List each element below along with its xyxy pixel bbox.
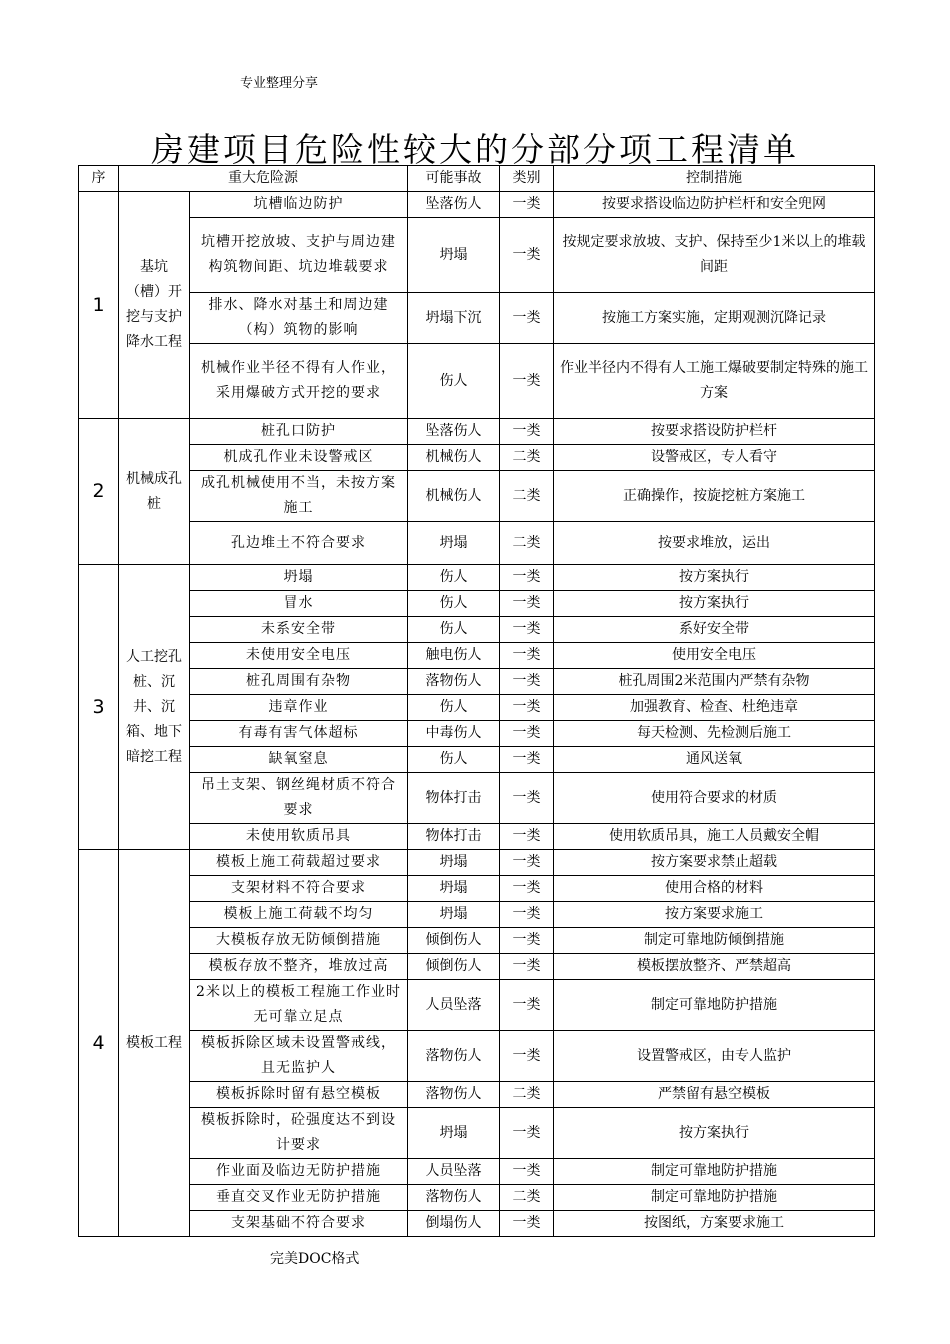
header-control-measure: 控制措施 [554, 166, 875, 192]
group-seq-cell: 2 [79, 419, 119, 565]
hazard-source-cell: 排水、降水对基土和周边建（构）筑物的影响 [190, 293, 408, 344]
accident-cell: 坍塌 [408, 876, 500, 902]
table-body [79, 192, 875, 1237]
header-class: 类别 [500, 166, 554, 192]
accident-cell: 伤人 [408, 565, 500, 591]
table-row [79, 954, 875, 980]
hazard-source-cell: 缺氧窒息 [190, 747, 408, 773]
hazard-source-cell: 模板上施工荷载超过要求 [190, 850, 408, 876]
group-category-cell: 基坑（槽）开挖与支护降水工程 [119, 192, 190, 419]
hazard-source-cell: 2米以上的模板工程施工作业时无可靠立足点 [190, 980, 408, 1031]
control-measure-cell: 按要求堆放，运出 [554, 522, 875, 565]
hazard-source-cell: 机械作业半径不得有人作业，采用爆破方式开挖的要求 [190, 344, 408, 419]
control-measure-cell: 按方案执行 [554, 1108, 875, 1159]
accident-cell: 伤人 [408, 695, 500, 721]
table-row [79, 565, 875, 591]
accident-cell: 坍塌下沉 [408, 293, 500, 344]
table-row [79, 293, 875, 344]
control-measure-cell: 通风送氧 [554, 747, 875, 773]
control-measure-cell: 制定可靠地防倾倒措施 [554, 928, 875, 954]
table-row [79, 192, 875, 218]
class-cell: 一类 [500, 1211, 554, 1237]
accident-cell: 触电伤人 [408, 643, 500, 669]
class-cell: 一类 [500, 773, 554, 824]
table-row [79, 669, 875, 695]
hazard-source-cell: 坑槽临边防护 [190, 192, 408, 218]
control-measure-cell: 按方案执行 [554, 591, 875, 617]
class-cell: 一类 [500, 419, 554, 445]
control-measure-cell: 使用合格的材料 [554, 876, 875, 902]
table-row [79, 824, 875, 850]
class-cell: 二类 [500, 471, 554, 522]
hazard-source-cell: 未使用软质吊具 [190, 824, 408, 850]
accident-cell: 坠落伤人 [408, 192, 500, 218]
class-cell: 一类 [500, 1159, 554, 1185]
control-measure-cell: 设置警戒区，由专人监护 [554, 1031, 875, 1082]
accident-cell: 伤人 [408, 591, 500, 617]
accident-cell: 伤人 [408, 344, 500, 419]
table-row [79, 617, 875, 643]
control-measure-cell: 按方案执行 [554, 565, 875, 591]
risk-table [78, 165, 875, 1237]
hazard-source-cell: 桩孔周围有杂物 [190, 669, 408, 695]
hazard-source-cell: 模板上施工荷载不均匀 [190, 902, 408, 928]
accident-cell: 倾倒伤人 [408, 954, 500, 980]
header-accident: 可能事故 [408, 166, 500, 192]
hazard-source-cell: 有毒有害气体超标 [190, 721, 408, 747]
hazard-source-cell: 桩孔口防护 [190, 419, 408, 445]
hazard-source-cell: 坍塌 [190, 565, 408, 591]
control-measure-cell: 使用符合要求的材质 [554, 773, 875, 824]
table-row [79, 471, 875, 522]
group-category-cell: 机械成孔桩 [119, 419, 190, 565]
hazard-source-cell: 坑槽开挖放坡、支护与周边建构筑物间距、坑边堆载要求 [190, 218, 408, 293]
hazard-source-cell: 违章作业 [190, 695, 408, 721]
hazard-source-cell: 未使用安全电压 [190, 643, 408, 669]
table-row [79, 928, 875, 954]
class-cell: 一类 [500, 192, 554, 218]
control-measure-cell: 按规定要求放坡、支护、保持至少1米以上的堆载间距 [554, 218, 875, 293]
class-cell: 一类 [500, 344, 554, 419]
hazard-source-cell: 支架材料不符合要求 [190, 876, 408, 902]
accident-cell: 伤人 [408, 617, 500, 643]
class-cell: 一类 [500, 293, 554, 344]
header-seq: 序 [79, 166, 119, 192]
control-measure-cell: 按施工方案实施，定期观测沉降记录 [554, 293, 875, 344]
accident-cell: 机械伤人 [408, 445, 500, 471]
class-cell: 一类 [500, 954, 554, 980]
table-row [79, 902, 875, 928]
table-row [79, 1031, 875, 1082]
table-header-row [79, 166, 875, 192]
hazard-source-cell: 成孔机械使用不当，未按方案施工 [190, 471, 408, 522]
table-row [79, 850, 875, 876]
group-seq-cell: 3 [79, 565, 119, 850]
hazard-source-cell: 吊土支架、钢丝绳材质不符合要求 [190, 773, 408, 824]
accident-cell: 中毒伤人 [408, 721, 500, 747]
hazard-source-cell: 支架基础不符合要求 [190, 1211, 408, 1237]
control-measure-cell: 严禁留有悬空模板 [554, 1082, 875, 1108]
table-row [79, 445, 875, 471]
table-row [79, 643, 875, 669]
class-cell: 一类 [500, 617, 554, 643]
control-measure-cell: 使用安全电压 [554, 643, 875, 669]
class-cell: 二类 [500, 522, 554, 565]
table-row [79, 1211, 875, 1237]
hazard-source-cell: 大模板存放无防倾倒措施 [190, 928, 408, 954]
hazard-source-cell: 冒水 [190, 591, 408, 617]
table-row [79, 591, 875, 617]
control-measure-cell: 每天检测、先检测后施工 [554, 721, 875, 747]
accident-cell: 坍塌 [408, 902, 500, 928]
class-cell: 一类 [500, 218, 554, 293]
class-cell: 一类 [500, 850, 554, 876]
control-measure-cell: 使用软质吊具，施工人员戴安全帽 [554, 824, 875, 850]
class-cell: 一类 [500, 1108, 554, 1159]
hazard-source-cell: 孔边堆土不符合要求 [190, 522, 408, 565]
accident-cell: 坍塌 [408, 522, 500, 565]
class-cell: 二类 [500, 1185, 554, 1211]
group-seq-cell: 1 [79, 192, 119, 419]
group-category-cell: 人工挖孔桩、沉井、沉箱、地下暗挖工程 [119, 565, 190, 850]
class-cell: 一类 [500, 824, 554, 850]
table-row [79, 773, 875, 824]
hazard-source-cell: 未系安全带 [190, 617, 408, 643]
control-measure-cell: 按方案要求禁止超载 [554, 850, 875, 876]
accident-cell: 坍塌 [408, 1108, 500, 1159]
class-cell: 一类 [500, 928, 554, 954]
class-cell: 一类 [500, 1031, 554, 1082]
control-measure-cell: 按要求搭设防护栏杆 [554, 419, 875, 445]
footer-note: 完美DOC格式 [270, 1251, 360, 1267]
accident-cell: 机械伤人 [408, 471, 500, 522]
class-cell: 一类 [500, 721, 554, 747]
class-cell: 一类 [500, 643, 554, 669]
group-category-cell: 模板工程 [119, 850, 190, 1237]
table-row [79, 876, 875, 902]
accident-cell: 倾倒伤人 [408, 928, 500, 954]
class-cell: 一类 [500, 591, 554, 617]
class-cell: 二类 [500, 1082, 554, 1108]
accident-cell: 坍塌 [408, 218, 500, 293]
table-row [79, 1185, 875, 1211]
table-row [79, 522, 875, 565]
control-measure-cell: 系好安全带 [554, 617, 875, 643]
accident-cell: 伤人 [408, 747, 500, 773]
hazard-source-cell: 模板拆除时留有悬空模板 [190, 1082, 408, 1108]
control-measure-cell: 正确操作，按旋挖桩方案施工 [554, 471, 875, 522]
table-row [79, 344, 875, 419]
class-cell: 一类 [500, 876, 554, 902]
accident-cell: 坠落伤人 [408, 419, 500, 445]
accident-cell: 倒塌伤人 [408, 1211, 500, 1237]
table-row [79, 1082, 875, 1108]
table-row [79, 419, 875, 445]
control-measure-cell: 桩孔周围2米范围内严禁有杂物 [554, 669, 875, 695]
hazard-source-cell: 模板拆除区域未设置警戒线，且无监护人 [190, 1031, 408, 1082]
accident-cell: 落物伤人 [408, 1031, 500, 1082]
header-hazard-source: 重大危险源 [119, 166, 408, 192]
control-measure-cell: 制定可靠地防护措施 [554, 1159, 875, 1185]
document-title: 房建项目危险性较大的分部分项工程清单 [151, 130, 799, 170]
hazard-source-cell: 机成孔作业未设警戒区 [190, 445, 408, 471]
class-cell: 一类 [500, 980, 554, 1031]
accident-cell: 人员坠落 [408, 1159, 500, 1185]
control-measure-cell: 按方案要求施工 [554, 902, 875, 928]
control-measure-cell: 制定可靠地防护措施 [554, 1185, 875, 1211]
accident-cell: 落物伤人 [408, 669, 500, 695]
control-measure-cell: 制定可靠地防护措施 [554, 980, 875, 1031]
hazard-source-cell: 模板拆除时，砼强度达不到设计要求 [190, 1108, 408, 1159]
class-cell: 一类 [500, 669, 554, 695]
table-row [79, 980, 875, 1031]
table-row [79, 695, 875, 721]
class-cell: 一类 [500, 747, 554, 773]
group-seq-cell: 4 [79, 850, 119, 1237]
accident-cell: 落物伤人 [408, 1082, 500, 1108]
table-row [79, 1159, 875, 1185]
control-measure-cell: 按图纸，方案要求施工 [554, 1211, 875, 1237]
class-cell: 二类 [500, 445, 554, 471]
accident-cell: 物体打击 [408, 773, 500, 824]
control-measure-cell: 按要求搭设临边防护栏杆和安全兜网 [554, 192, 875, 218]
table-row [79, 721, 875, 747]
control-measure-cell: 设警戒区，专人看守 [554, 445, 875, 471]
accident-cell: 坍塌 [408, 850, 500, 876]
header-note: 专业整理分享 [240, 76, 319, 91]
control-measure-cell: 模板摆放整齐、严禁超高 [554, 954, 875, 980]
hazard-source-cell: 作业面及临边无防护措施 [190, 1159, 408, 1185]
accident-cell: 落物伤人 [408, 1185, 500, 1211]
control-measure-cell: 作业半径内不得有人工施工爆破要制定特殊的施工方案 [554, 344, 875, 419]
accident-cell: 人员坠落 [408, 980, 500, 1031]
control-measure-cell: 加强教育、检查、杜绝违章 [554, 695, 875, 721]
class-cell: 一类 [500, 565, 554, 591]
class-cell: 一类 [500, 902, 554, 928]
accident-cell: 物体打击 [408, 824, 500, 850]
table-row [79, 747, 875, 773]
table-row [79, 1108, 875, 1159]
hazard-source-cell: 模板存放不整齐，堆放过高 [190, 954, 408, 980]
hazard-source-cell: 垂直交叉作业无防护措施 [190, 1185, 408, 1211]
table-row [79, 218, 875, 293]
class-cell: 一类 [500, 695, 554, 721]
